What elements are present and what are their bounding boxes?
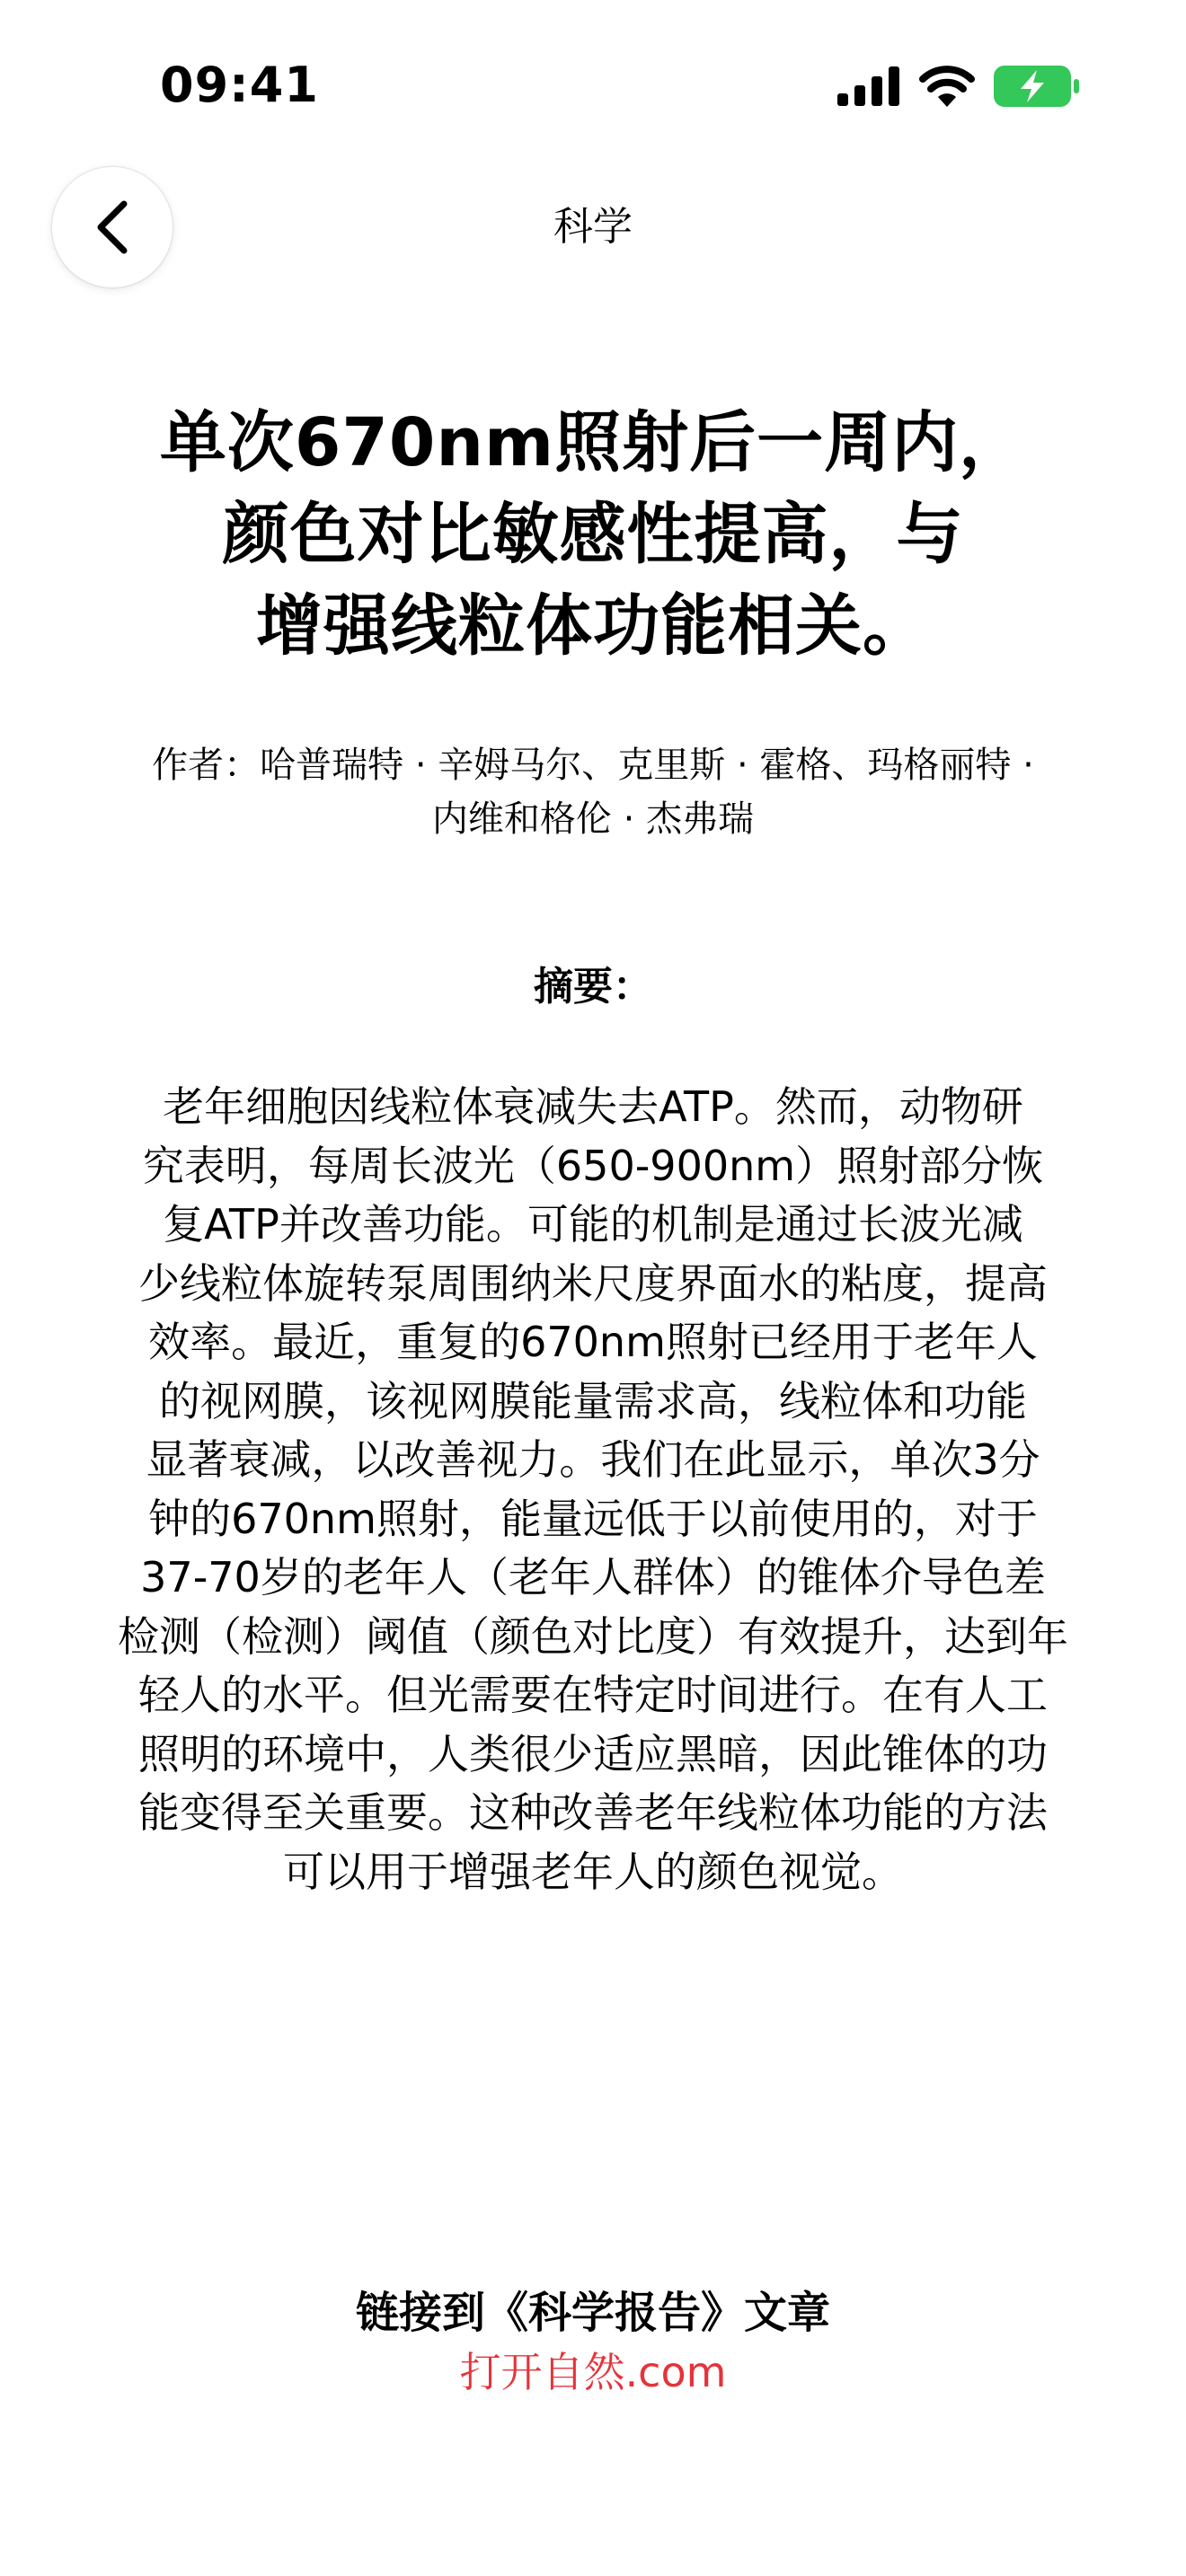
- abstract-line: 检测（检测）阈值（颜色对比度）有效提升，达到年: [118, 1611, 1068, 1661]
- abstract-line: 效率。最近，重复的670nm照射已经用于老年人: [148, 1318, 1038, 1366]
- wifi-icon: [918, 66, 976, 107]
- status-icons: [837, 63, 1080, 110]
- abstract-line: 能变得至关重要。这种改善老年线粒体功能的方法: [138, 1788, 1048, 1837]
- status-time: 09:41: [160, 57, 319, 113]
- cellular-signal-icon: [837, 66, 900, 106]
- link-label: 链接到《科学报告》文章: [355, 2288, 830, 2338]
- article-title-line: 颜色对比敏感性提高，与: [222, 496, 964, 573]
- article-title: [99, 397, 1087, 672]
- abstract-line: 复ATP并改善功能。可能的机制是通过长波光减: [163, 1200, 1023, 1248]
- abstract-line: 可以用于增强老年人的颜色视觉。: [283, 1847, 903, 1896]
- abstract-line: 显著衰减，以改善视力。我们在此显示，单次3分: [146, 1435, 1040, 1484]
- battery-charging-icon: [994, 66, 1080, 107]
- authors-line: 作者：哈普瑞特 · 辛姆马尔、克里斯 · 霍格、玛格丽特 ·: [152, 745, 1034, 786]
- abstract-line: 钟的670nm照射，能量远低于以前使用的，对于: [148, 1494, 1038, 1543]
- abstract-line: 照明的环境中，人类很少适应黑暗，因此锥体的功: [138, 1729, 1048, 1778]
- article-title-line: 单次670nm照射后一周内，: [159, 404, 1027, 481]
- open-nature-link[interactable]: 打开自然.com: [459, 2348, 727, 2396]
- abstract-line: 老年细胞因线粒体衰减失去ATP。然而，动物研: [163, 1082, 1023, 1131]
- authors-line: 内维和格伦 · 杰弗瑞: [431, 798, 755, 840]
- abstract-heading: 摘要：: [534, 964, 652, 1010]
- abstract-line: 轻人的水平。但光需要在特定时间进行。在有人工: [138, 1671, 1048, 1719]
- status-bar: [0, 0, 1186, 171]
- abstract-line: 37-70岁的老年人（老年人群体）的锥体介导色差: [140, 1553, 1046, 1601]
- abstract-line: 究表明，每周长波光（650-900nm）照射部分恢: [142, 1141, 1044, 1190]
- abstract-body: [86, 1078, 1100, 1901]
- abstract-line: 少线粒体旋转泵周围纳米尺度界面水的粘度，提高: [138, 1258, 1048, 1308]
- article-title-line: 增强线粒体功能相关。: [256, 587, 930, 665]
- nav-title: 科学: [553, 204, 633, 250]
- article-authors: [86, 738, 1100, 846]
- abstract-line: 的视网膜，该视网膜能量需求高，线粒体和功能: [159, 1376, 1027, 1425]
